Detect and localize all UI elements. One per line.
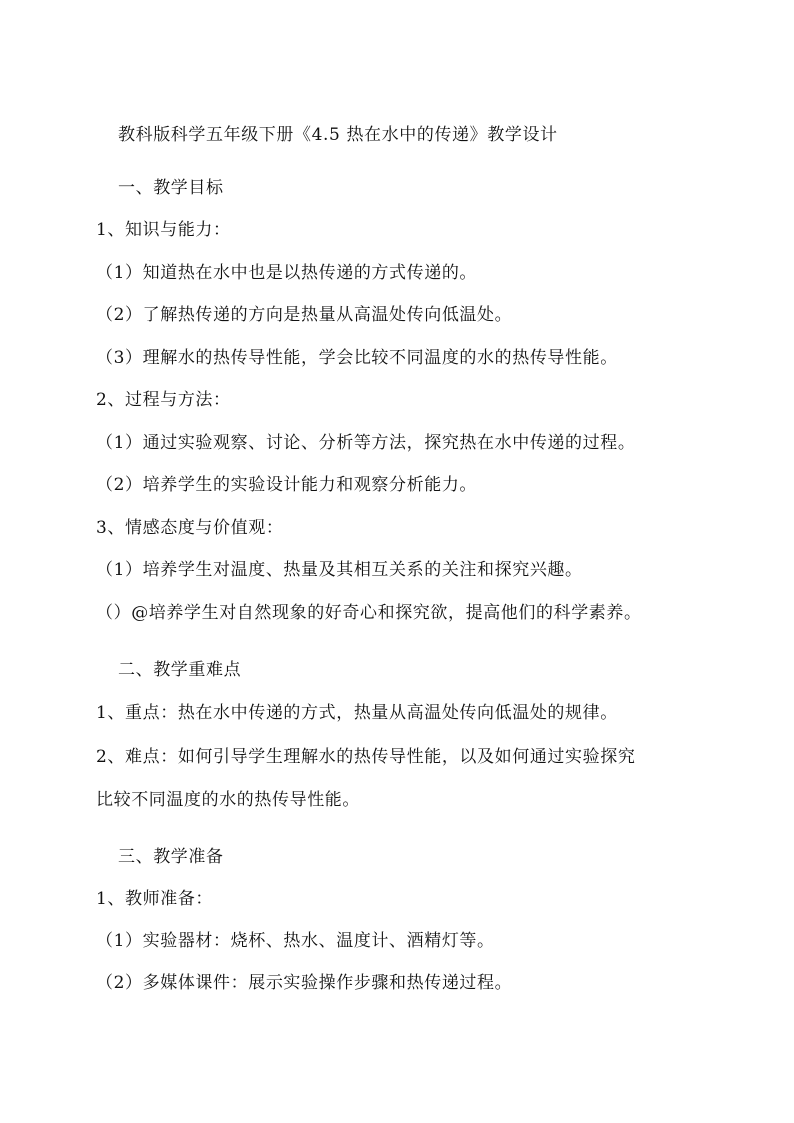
objective-attitude-item-2: （）@培养学生对自然现象的好奇心和探究欲，提高他们的科学素养。	[96, 603, 642, 623]
objective-attitude-item-1: （1）培养学生对温度、热量及其相互关系的关注和探究兴趣。	[96, 560, 583, 580]
key-point-item: 1、重点：热在水中传递的方式，热量从高温处传向低温处的规律。	[96, 703, 618, 723]
section-heading-key-points: 二、教学重难点	[118, 660, 242, 680]
objective-knowledge-label: 1、知识与能力：	[96, 220, 231, 240]
objective-process-label: 2、过程与方法：	[96, 390, 231, 410]
difficult-point-continuation: 比较不同温度的水的热传导性能。	[96, 790, 360, 810]
section-heading-objectives: 一、教学目标	[118, 178, 224, 198]
document-title: 教科版科学五年级下册《4.5 热在水中的传递》教学设计	[118, 125, 558, 145]
objective-attitude-label: 3、情感态度与价值观：	[96, 518, 284, 538]
difficult-point-item: 2、难点：如何引导学生理解水的热传导性能，以及如何通过实验探究	[96, 747, 636, 767]
section-heading-preparation: 三、教学准备	[118, 847, 224, 867]
objective-knowledge-item-2: （2）了解热传递的方向是热量从高温处传向低温处。	[96, 305, 513, 325]
objective-process-item-1: （1）通过实验观察、讨论、分析等方法，探究热在水中传递的过程。	[96, 433, 636, 453]
preparation-teacher-item-1: （1）实验器材：烧杯、热水、温度计、酒精灯等。	[96, 931, 495, 951]
preparation-teacher-label: 1、教师准备：	[96, 889, 214, 909]
objective-knowledge-item-1: （1）知道热在水中也是以热传递的方式传递的。	[96, 263, 478, 283]
objective-process-item-2: （2）培养学生的实验设计能力和观察分析能力。	[96, 475, 478, 495]
preparation-teacher-item-2: （2）多媒体课件：展示实验操作步骤和热传递过程。	[96, 973, 513, 993]
objective-knowledge-item-3: （3）理解水的热传导性能，学会比较不同温度的水的热传导性能。	[96, 348, 618, 368]
